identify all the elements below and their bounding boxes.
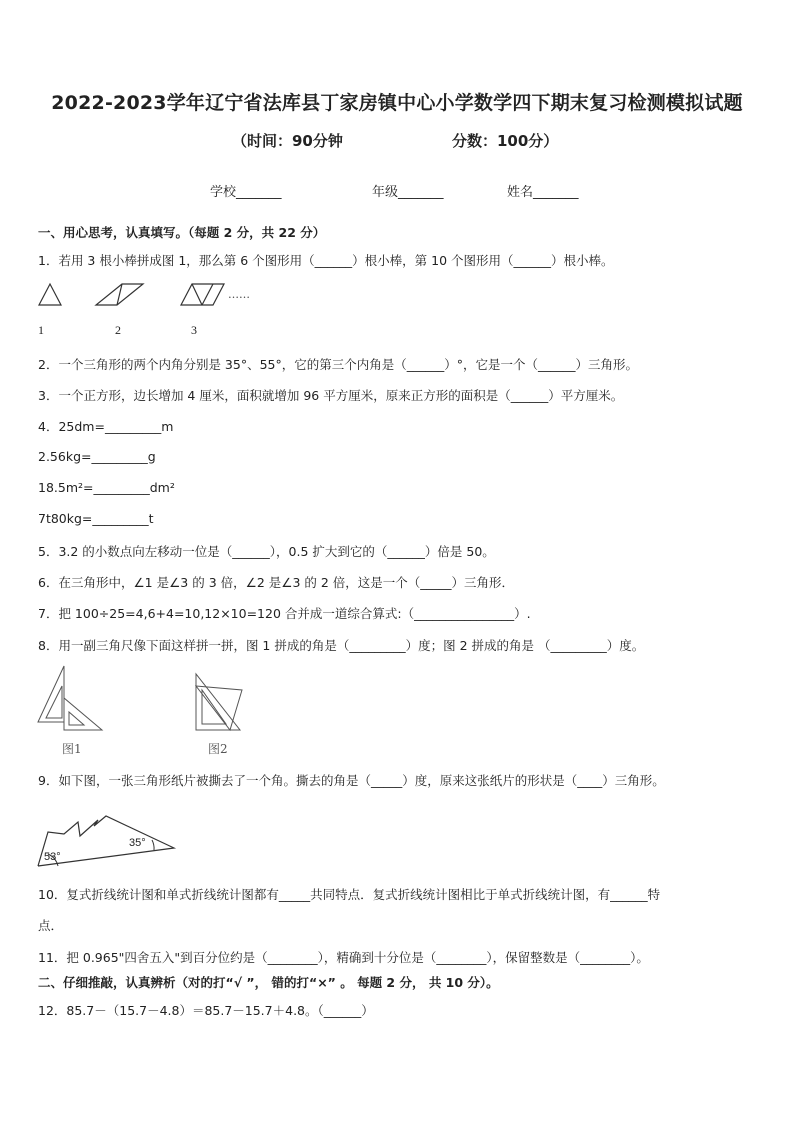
question-4d: 7t80kg=_________t <box>38 511 154 526</box>
question-10-cont: 点． <box>38 918 64 933</box>
page-title: 2022-2023学年辽宁省法库县丁家房镇中心小学数学四下期末复习检测模拟试题 <box>51 92 743 114</box>
q1-fig-label-1: 1 <box>38 323 44 337</box>
q9-angle-35: 35° <box>129 837 146 849</box>
q1-fig-label-2: 2 <box>115 323 121 337</box>
grade-field: 年级_______ <box>372 185 444 200</box>
question-6: 6．在三角形中，∠1 是∠3 的 3 倍，∠2 是∠3 的 2 倍，这是一个（_____）三角形． <box>38 575 515 590</box>
school-field: 学校_______ <box>210 185 282 200</box>
name-field: 姓名_______ <box>507 185 579 200</box>
question-4c: 18.5m²=_________dm² <box>38 480 175 495</box>
section-2-heading: 二、仔细推敲，认真辨析（对的打“√ ”， 错的打“×” 。 每题 2 分， 共 10 分）。 <box>38 975 499 990</box>
question-4a: 4．25dm=_________m <box>38 419 174 434</box>
question-5: 5．3.2 的小数点向左移动一位是（______），0.5 扩大到它的（______）倍是 50。 <box>38 544 495 559</box>
score-label: 分数：100分） <box>452 132 559 150</box>
question-1: 1．若用 3 根小棒拼成图 1，那么第 6 个图形用（______）根小棒，第 10 个图形用（______）根小棒。 <box>38 253 614 268</box>
q1-fig-label-3: 3 <box>191 323 197 337</box>
section-1-heading: 一、用心思考，认真填写。（每题 2 分，共 22 分） <box>38 225 326 240</box>
q8-figure-2 <box>190 672 250 736</box>
question-4b: 2.56kg=_________g <box>38 449 156 464</box>
question-9: 9．如下图，一张三角形纸片被撕去了一个角。撕去的角是（_____）度，原来这张纸片的形状是（____）三角形。 <box>38 773 665 788</box>
question-3: 3．一个正方形，边长增加 4 厘米，面积就增加 96 平方厘米，原来正方形的面积是（______）平方厘米。 <box>38 388 624 403</box>
q8-caption-1: 图1 <box>62 742 82 756</box>
question-8: 8．用一副三角尺像下面这样拼一拼，图 1 拼成的角是（_________）度；图 2 拼成的角是 （_________）度。 <box>38 638 645 653</box>
q1-ellipsis: …… <box>228 288 250 301</box>
question-10: 10．复式折线统计图和单式折线统计图都有_____共同特点．复式折线统计图相比于单式折线统计图，有______特 <box>38 887 661 902</box>
q8-figure-1 <box>36 664 116 736</box>
question-12: 12．85.7－（15.7－4.8）＝85.7－15.7＋4.8。（______） <box>38 1003 374 1018</box>
question-7: 7．把 100÷25=4,6+4=10,12×10=120 合并成一道综合算式:（________________）. <box>38 606 531 621</box>
time-label: （时间：90分钟 <box>232 132 343 150</box>
question-11: 11．把 0.965"四舍五入"到百分位约是（________），精确到十分位是（________），保留整数是（________）。 <box>38 950 649 965</box>
q8-caption-2: 图2 <box>208 742 228 756</box>
q9-angle-53: 53° <box>44 851 61 863</box>
question-2: 2．一个三角形的两个内角分别是 35°、55°，它的第三个内角是（______）°，它是一个（______）三角形。 <box>38 357 638 372</box>
